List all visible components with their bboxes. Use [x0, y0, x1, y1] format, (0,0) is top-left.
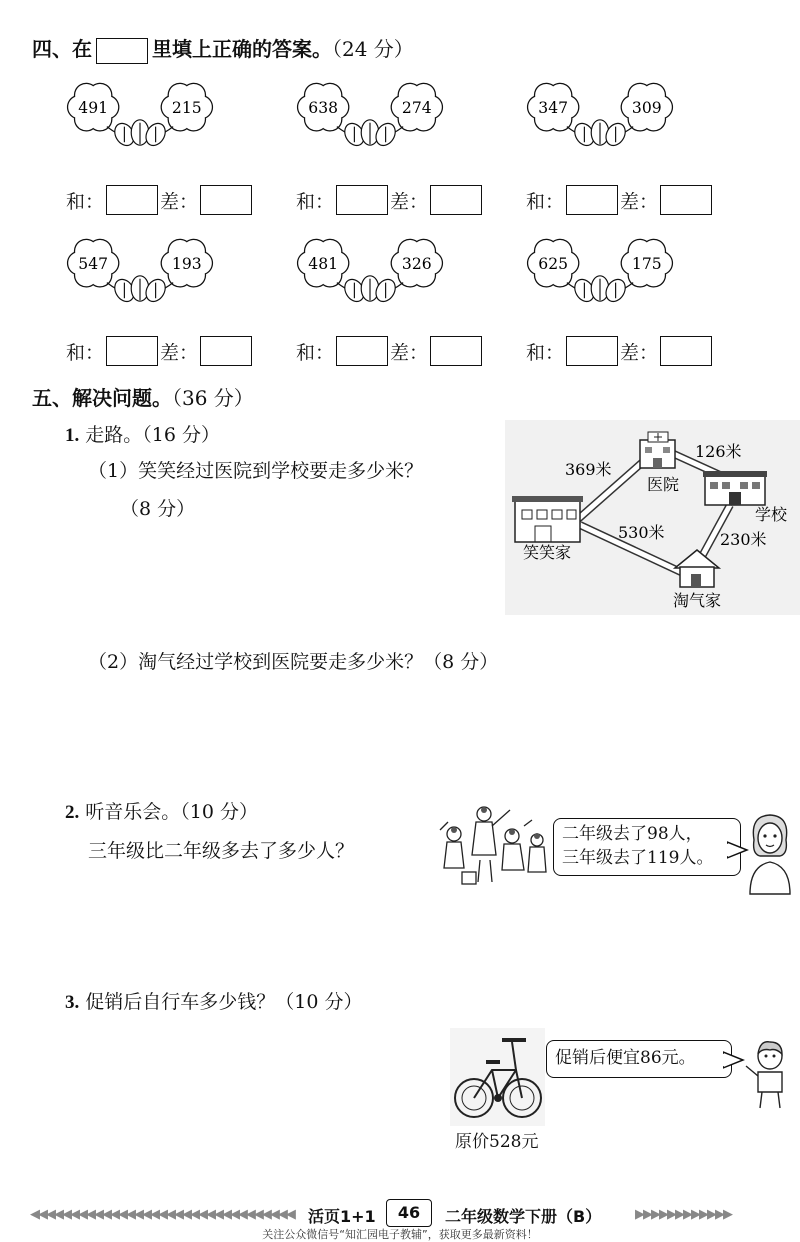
- diff-answer-box[interactable]: [200, 336, 252, 366]
- diff-label: 差：: [620, 341, 659, 364]
- leaves-icon: [567, 120, 633, 149]
- flower-number-left: 625: [538, 254, 569, 273]
- q1-title: 1. 走路。（16 分）: [65, 424, 221, 446]
- page-footer: [30, 1203, 780, 1227]
- diff-answer-box[interactable]: [660, 185, 712, 215]
- answer-box-sample: [96, 38, 148, 64]
- diff-label: 差：: [390, 190, 429, 213]
- sum-label: 和：: [526, 341, 565, 364]
- footer-series: 活页1+1: [308, 1207, 376, 1226]
- footer-note: 关注公众微信号“知汇园电子教辅”，获取更多最新资料！: [262, 1228, 538, 1241]
- answer-row: [296, 336, 484, 366]
- diff-answer-box[interactable]: [660, 336, 712, 366]
- diff-label: 差：: [160, 341, 199, 364]
- q2-title: 2. 听音乐会。（10 分）: [65, 801, 259, 823]
- footer-arrows-left: ◀◀◀◀◀◀◀◀◀◀◀◀◀◀◀◀◀◀◀◀◀◀◀◀◀◀◀◀◀◀◀◀◀: [30, 1207, 294, 1222]
- original-price: 原价528元: [455, 1132, 539, 1152]
- child-figure: [742, 1038, 792, 1112]
- q1-sub1-points: （8 分）: [120, 498, 196, 520]
- leaves-icon: [567, 276, 633, 305]
- hospital-label: 医院: [647, 475, 680, 494]
- girl-figure: [742, 810, 797, 895]
- sum-answer-box[interactable]: [566, 336, 618, 366]
- sum-answer-box[interactable]: [336, 336, 388, 366]
- flower-number-right: 193: [171, 254, 202, 273]
- sum-label: 和：: [296, 341, 335, 364]
- diff-answer-box[interactable]: [430, 336, 482, 366]
- distance-taoqi-school: 230米: [720, 530, 767, 549]
- flower-number-right: 175: [631, 254, 662, 273]
- answer-row: [66, 336, 254, 366]
- sum-answer-box[interactable]: [566, 185, 618, 215]
- sum-label: 和：: [296, 190, 335, 213]
- section4-title: 四、在 里填上正确的答案。（24 分）: [32, 33, 414, 64]
- distance-hospital-school: 126米: [695, 442, 742, 461]
- xiaoxiao-house-icon: [512, 496, 583, 542]
- flower-number-left: 491: [78, 98, 109, 117]
- bicycle-picture: [450, 1028, 545, 1126]
- q2-speech-bubble: 二年级去了98人， 三年级去了119人。: [553, 818, 741, 876]
- flower-number-right: 309: [631, 98, 662, 117]
- flower-pair: [290, 72, 450, 152]
- flower-number-left: 638: [308, 98, 339, 117]
- page-number: 46: [386, 1199, 432, 1227]
- diff-label: 差：: [620, 190, 659, 213]
- taoqi-home-label: 淘气家: [673, 591, 722, 610]
- distance-home-hospital: 369米: [565, 460, 612, 479]
- answer-row: [526, 336, 714, 366]
- concert-picture: [432, 800, 550, 888]
- distance-home-taoqi: 530米: [618, 523, 665, 542]
- sum-answer-box[interactable]: [106, 336, 158, 366]
- answer-row: [66, 185, 254, 215]
- flower-number-left: 481: [308, 254, 339, 273]
- flower-pair: [60, 228, 220, 308]
- route-map: [505, 420, 800, 615]
- diff-answer-box[interactable]: [200, 185, 252, 215]
- q3-speech-bubble: 促销后便宜86元。: [546, 1040, 732, 1078]
- q3-title: 3. 促销后自行车多少钱？（10 分）: [65, 991, 363, 1013]
- flower-pair: [60, 72, 220, 152]
- q1-sub2: （2）淘气经过学校到医院要走多少米？（8 分）: [88, 651, 499, 673]
- flower-number-right: 326: [401, 254, 432, 273]
- answer-row: [526, 185, 714, 215]
- flower-pair: [520, 72, 680, 152]
- leaves-icon: [337, 276, 403, 305]
- sum-answer-box[interactable]: [336, 185, 388, 215]
- diff-answer-box[interactable]: [430, 185, 482, 215]
- footer-book: 二年级数学下册（B）: [445, 1207, 602, 1226]
- xiaoxiao-home-label: 笑笑家: [523, 543, 572, 562]
- school-label: 学校: [755, 505, 788, 524]
- flower-number-right: 215: [171, 98, 202, 117]
- sum-label: 和：: [66, 190, 105, 213]
- leaves-icon: [337, 120, 403, 149]
- sum-label: 和：: [526, 190, 565, 213]
- flower-number-left: 547: [78, 254, 109, 273]
- flower-pair: [520, 228, 680, 308]
- flower-number-left: 347: [538, 98, 569, 117]
- leaves-icon: [107, 276, 173, 305]
- q2-text: 三年级比二年级多去了多少人？: [88, 840, 355, 862]
- footer-arrows-right: ▶▶▶▶▶▶▶▶▶▶▶▶: [635, 1207, 731, 1222]
- sum-answer-box[interactable]: [106, 185, 158, 215]
- school-icon: [703, 471, 767, 505]
- q1-sub1: （1）笑笑经过医院到学校要走多少米？: [88, 460, 424, 482]
- sum-label: 和：: [66, 341, 105, 364]
- diff-label: 差：: [390, 341, 429, 364]
- flower-pair: [290, 228, 450, 308]
- answer-row: [296, 185, 484, 215]
- section5-title: 五、解决问题。（36 分）: [32, 386, 254, 410]
- diff-label: 差：: [160, 190, 199, 213]
- flower-number-right: 274: [401, 98, 432, 117]
- leaves-icon: [107, 120, 173, 149]
